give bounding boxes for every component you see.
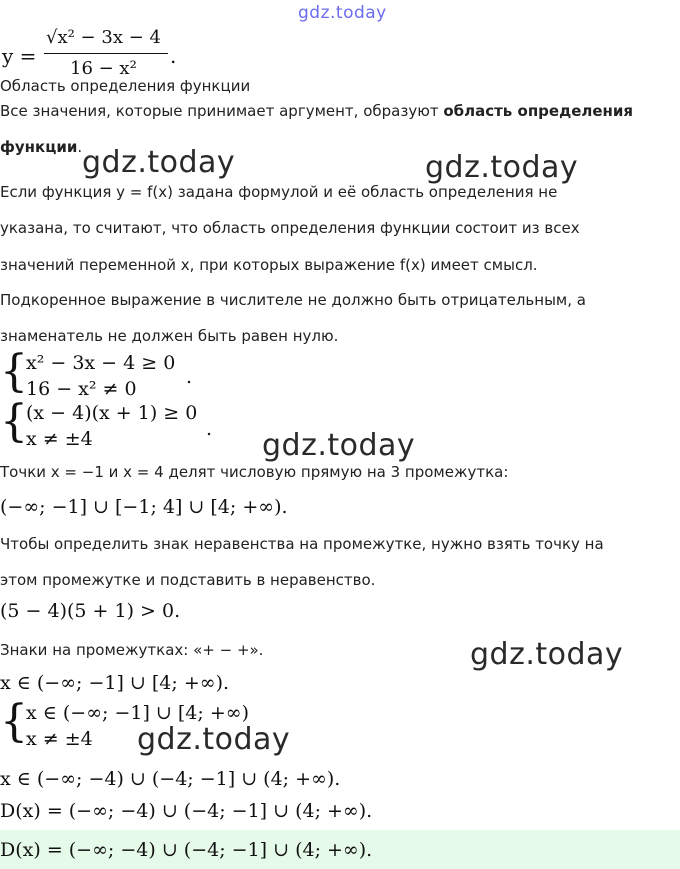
formula-numerator: √x² − 3x − 4 — [46, 27, 161, 48]
solution-2: x ∈ (−∞; −4) ∪ (−4; −1] ∪ (4; +∞). — [0, 768, 341, 790]
formula-lhs: y = — [2, 44, 37, 68]
term-function: функции — [0, 138, 78, 156]
paragraph-condition-1: Подкоренное выражение в числителе не должно быть отрицательным, а — [0, 291, 586, 309]
formula-denominator: 16 − x² — [70, 58, 137, 79]
system3-line1: x ∈ (−∞; −1] ∪ [4; +∞) — [26, 702, 249, 724]
paragraph-points: Точки x = −1 и x = 4 делят числовую прямую на 3 промежутка: — [0, 463, 509, 481]
paragraph-rule-1: Если функция y = f(x) задана формулой и её область определения не — [0, 183, 558, 201]
system1-dot: . — [186, 366, 193, 388]
formula-end: . — [170, 44, 177, 68]
fraction-bar — [44, 53, 168, 54]
system3-line2: x ≠ ±4 — [26, 728, 93, 750]
system1-line2: 16 − x² ≠ 0 — [26, 378, 137, 400]
watermark: gdz.today — [137, 722, 291, 757]
paragraph-sign-rule-2: этом промежутке и подставить в неравенство. — [0, 571, 376, 589]
watermark: gdz.today — [82, 145, 236, 180]
paragraph-sign-rule-1: Чтобы определить знак неравенства на промежутке, нужно взять точку на — [0, 535, 604, 553]
system-brace: { — [0, 346, 28, 397]
domain-final-answer: D(x) = (−∞; −4) ∪ (−4; −1] ∪ (4; +∞). — [0, 839, 373, 861]
watermark: gdz.today — [262, 428, 416, 463]
paragraph-signs: Знаки на промежутках: «+ − +». — [0, 641, 264, 659]
paragraph-rule-3: значений переменной x, при которых выражение f(x) имеет смысл. — [0, 256, 538, 274]
system-brace: { — [0, 696, 28, 747]
system2-line2: x ≠ ±4 — [26, 428, 93, 450]
term-domain: область определения — [443, 102, 634, 120]
paragraph-definition: Все значения, которые принимает аргумент, образуют область определения — [0, 102, 634, 120]
cut-heading: Область определения функции — [0, 77, 251, 95]
system2-line1: (x − 4)(x + 1) ≥ 0 — [26, 402, 198, 424]
watermark: gdz.today — [425, 150, 579, 185]
paragraph-definition-cont: функции. — [0, 138, 83, 156]
sign-check: (5 − 4)(5 + 1) > 0. — [0, 600, 181, 622]
solution-1: x ∈ (−∞; −1] ∪ [4; +∞). — [0, 672, 230, 694]
watermark-top: gdz.today — [298, 3, 387, 23]
paragraph-rule-2: указана, то считают, что область определения функции состоит из всех — [0, 219, 580, 237]
watermark: gdz.today — [470, 637, 624, 672]
domain-answer: D(x) = (−∞; −4) ∪ (−4; −1] ∪ (4; +∞). — [0, 800, 373, 822]
paragraph-condition-2: знаменатель не должен быть равен нулю. — [0, 327, 339, 345]
system2-dot: . — [206, 418, 213, 440]
intervals: (−∞; −1] ∪ [−1; 4] ∪ [4; +∞). — [0, 496, 288, 518]
system-brace: { — [0, 396, 28, 447]
system1-line1: x² − 3x − 4 ≥ 0 — [26, 352, 176, 374]
